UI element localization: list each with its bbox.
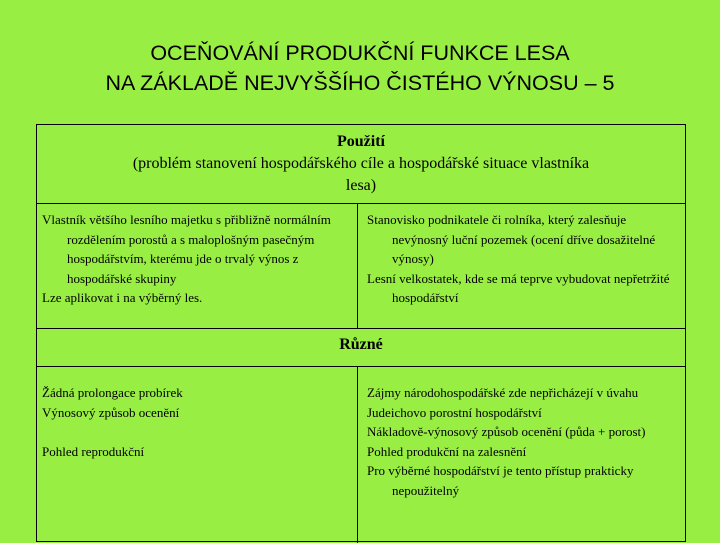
pouziti-right-cell <box>367 210 679 308</box>
divider-ruzne-header <box>37 366 685 367</box>
divider-pouziti-body <box>37 328 685 329</box>
column-divider-pouziti <box>357 203 358 328</box>
pouziti-heading: Použití <box>337 133 385 150</box>
pouziti-right-item: Lesní velkostatek, kde se má teprve vybudovat nepřetržité hospodářství <box>367 270 670 305</box>
pouziti-subheading-line-1: (problém stanovení hospodářského cíle a hospodářské situace vlastníka <box>132 155 590 172</box>
ruzne-left-item: Žádná prolongace probírek <box>42 385 183 400</box>
pouziti-left-cell <box>42 210 347 308</box>
ruzne-right-item: Pro výběrné hospodářství je tento přístup prakticky nepoužitelný <box>367 463 634 498</box>
pouziti-right-item: Stanovisko podnikatele či rolníka, který zalesňuje nevýnosný luční pozemek (ocení dříve dosažitelné výnosy) <box>367 212 656 266</box>
ruzne-right-item: Pohled produkční na zalesnění <box>367 443 527 459</box>
pouziti-left-item: Vlastník většího lesního majetku s přibližně normálním rozdělením porostů a s maloplošným pasečným hospodářstvím, kterému jde o trvalý výnos z hospodářské skupiny <box>42 212 331 286</box>
ruzne-heading: Různé <box>339 336 383 353</box>
content-table <box>36 124 686 542</box>
ruzne-left-spacer <box>42 422 347 442</box>
pouziti-header <box>37 131 685 197</box>
pouziti-subheading-line-2: lesa) <box>345 177 377 194</box>
divider-pouziti-header <box>37 203 685 204</box>
pouziti-left-item: Lze aplikovat i na výběrný les. <box>42 290 203 305</box>
ruzne-left-item: Pohled reprodukční <box>42 443 145 459</box>
slide-title <box>0 38 720 98</box>
slide-title-line-1: OCEŇOVÁNÍ PRODUKČNÍ FUNKCE LESA <box>150 41 570 65</box>
ruzne-right-cell <box>367 383 679 500</box>
ruzne-left-item: Výnosový způsob ocenění <box>42 404 180 420</box>
ruzne-right-item: Judeichovo porostní hospodářství <box>367 404 542 420</box>
slide-title-line-2: NA ZÁKLADĚ NEJVYŠŠÍHO ČISTÉHO VÝNOSU – 5 <box>105 71 615 95</box>
column-divider-ruzne <box>357 366 358 543</box>
ruzne-left-cell <box>42 383 347 461</box>
ruzne-right-item: Zájmy národohospodářské zde nepřicházejí v úvahu <box>367 385 639 400</box>
ruzne-right-item: Nákladově-výnosový způsob ocenění (půda + porost) <box>367 424 646 439</box>
